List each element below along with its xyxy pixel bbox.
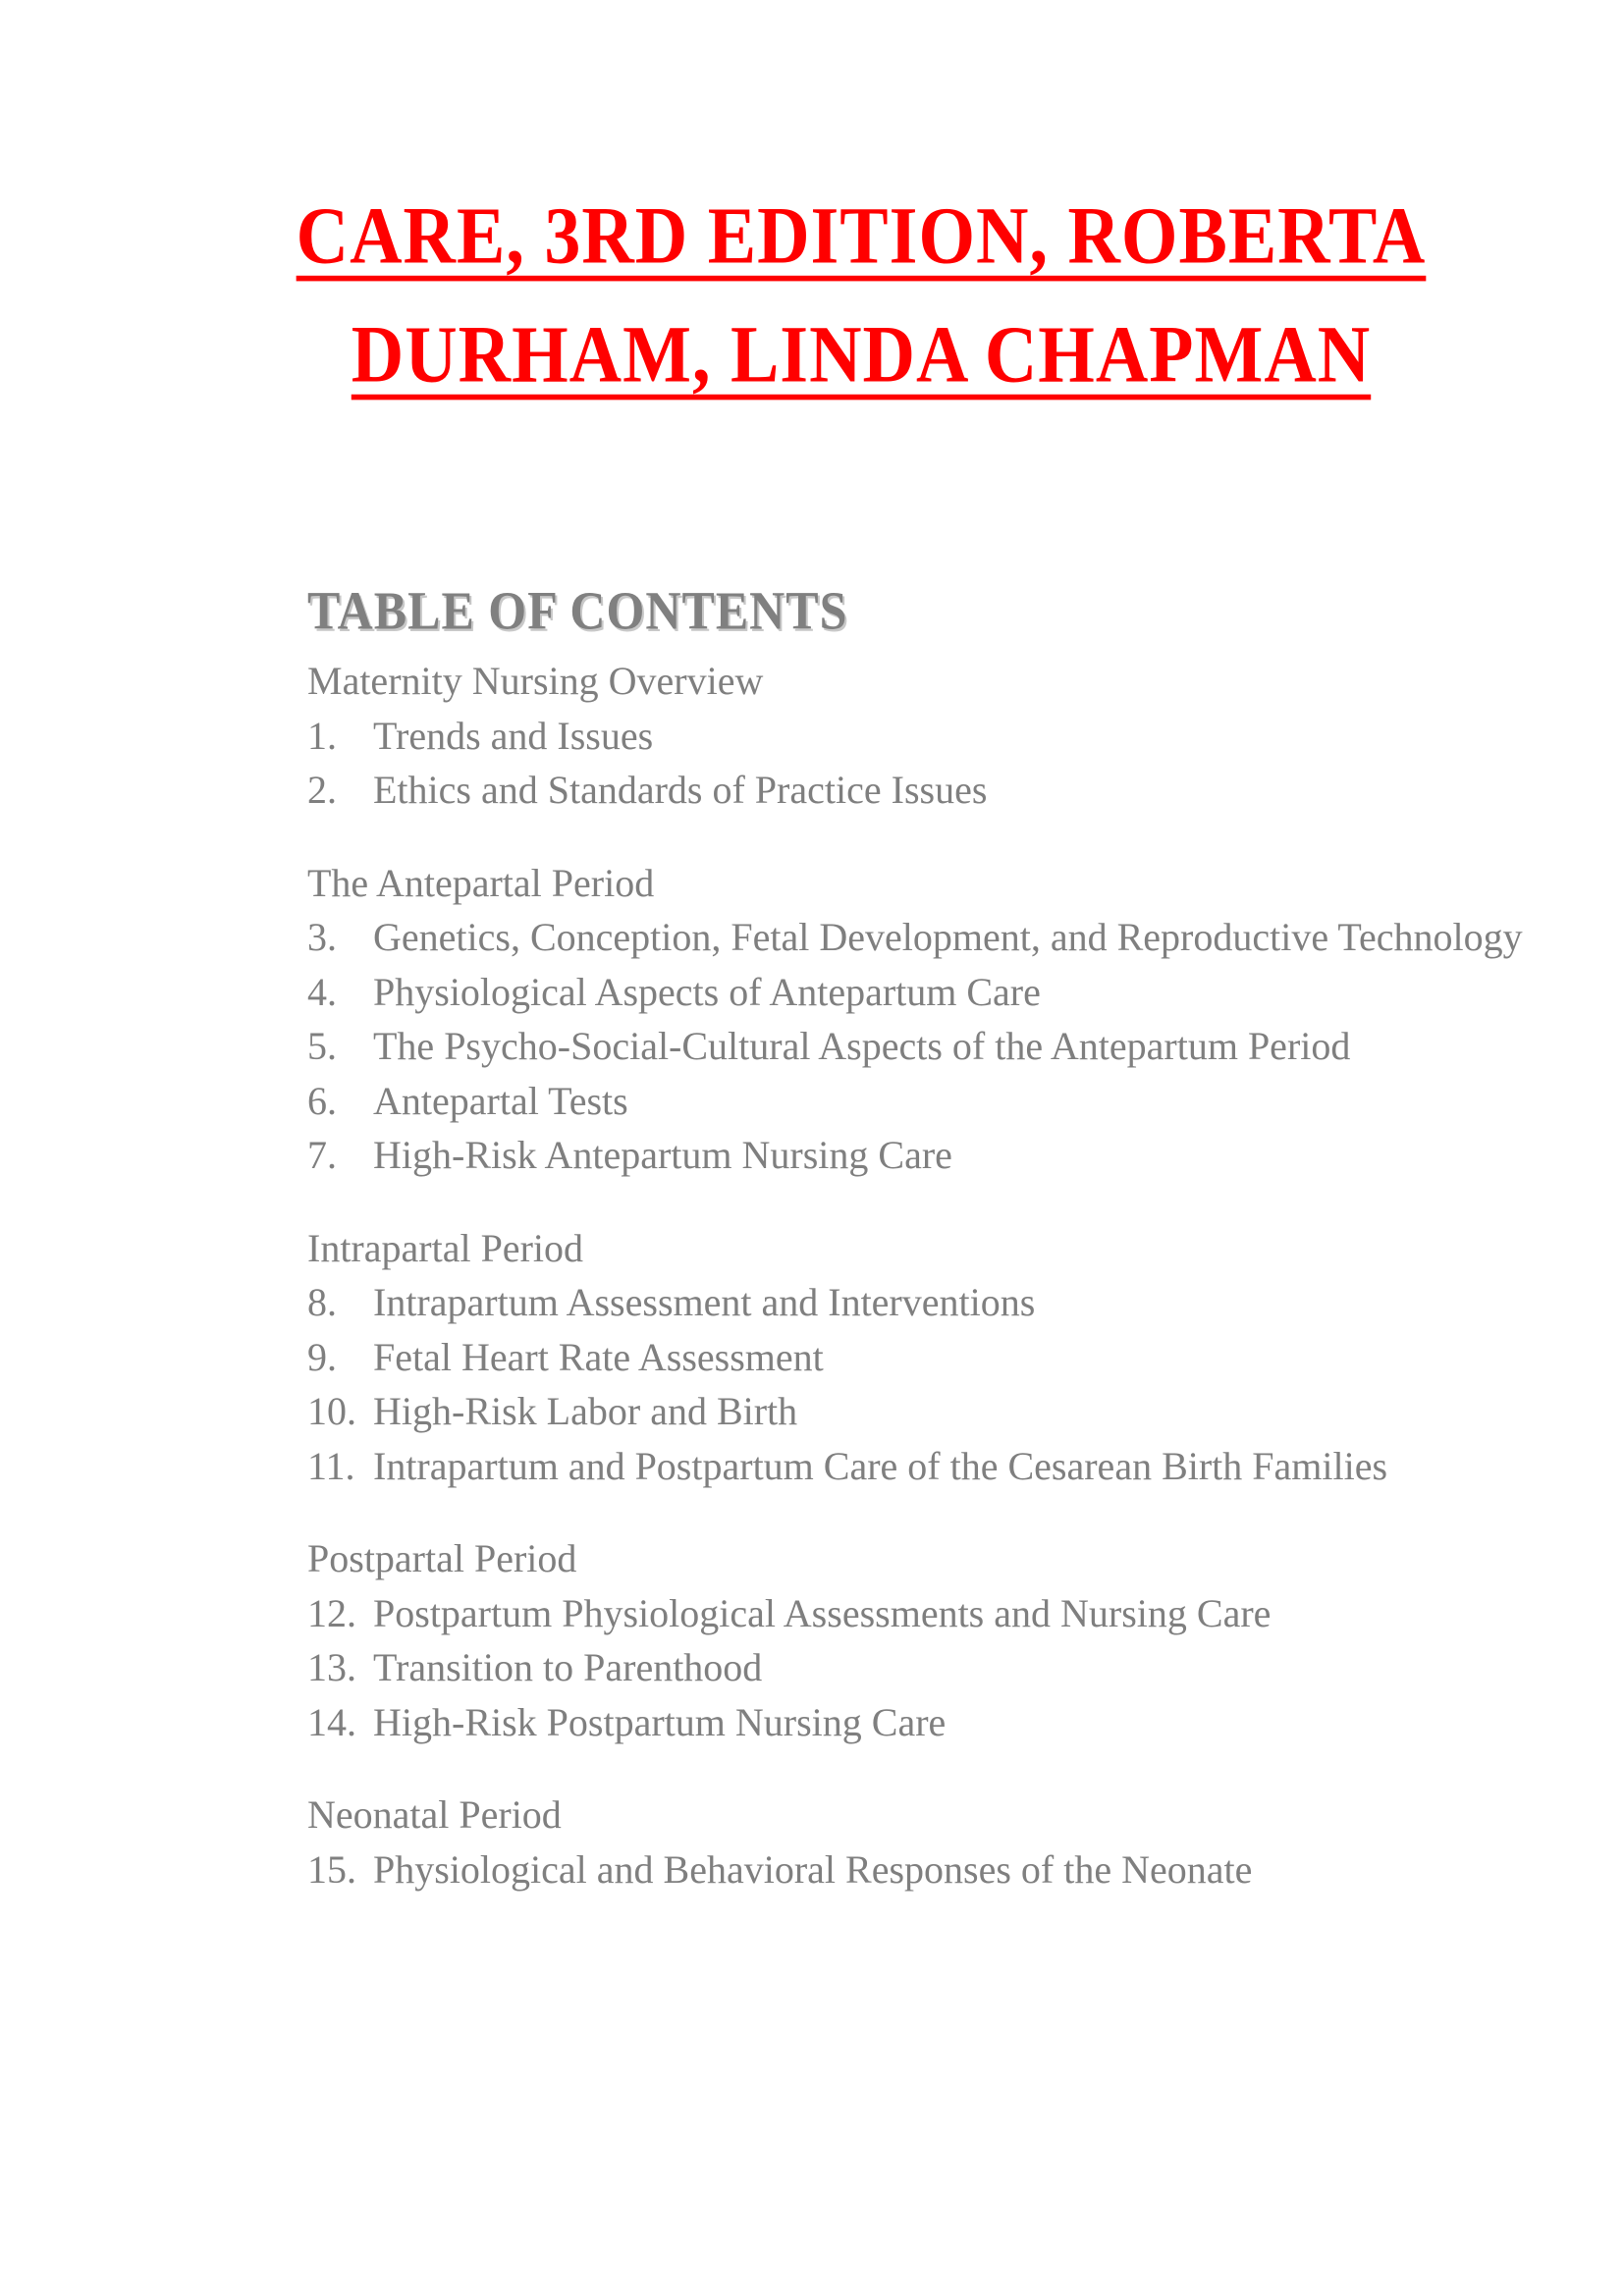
toc-entry-number: 6. xyxy=(307,1078,337,1123)
toc-entry xyxy=(307,1128,1525,1183)
toc-entry-title: Postpartum Physiological Assessments and Nursing Care xyxy=(373,1590,1272,1635)
toc-entry-number: 7. xyxy=(307,1133,337,1177)
toc-entry xyxy=(307,1074,1525,1129)
toc-entry xyxy=(307,1019,1525,1074)
toc-section-label: Maternity Nursing Overview xyxy=(307,659,764,703)
toc-entry xyxy=(307,1842,1525,1897)
toc-entry-title: Intrapartum Assessment and Interventions xyxy=(373,1280,1036,1324)
toc-entry-title: Physiological Aspects of Antepartum Care xyxy=(373,969,1041,1014)
toc-entry-title: Trends and Issues xyxy=(373,713,654,758)
toc-entry xyxy=(307,1275,1525,1330)
toc-heading: TABLE OF CONTENTS xyxy=(307,580,848,641)
toc-entry-title: Genetics, Conception, Fetal Development, and Reproductive Technology xyxy=(373,915,1523,959)
toc-entry-number: 10. xyxy=(307,1389,356,1433)
toc-entry-number: 11. xyxy=(307,1443,355,1488)
toc-entry xyxy=(307,965,1525,1020)
toc-section-label: Intrapartal Period xyxy=(307,1225,583,1270)
toc-entry-number: 15. xyxy=(307,1846,356,1892)
toc-entry-number: 3. xyxy=(307,915,337,959)
toc-section xyxy=(307,654,1525,818)
table-of-contents xyxy=(307,579,1525,1935)
toc-entry-title: High-Risk Antepartum Nursing Care xyxy=(373,1133,952,1177)
toc-entry xyxy=(307,709,1525,764)
toc-entry-number: 1. xyxy=(307,713,337,758)
toc-section-label: The Antepartal Period xyxy=(307,860,655,905)
toc-section-label: Postpartal Period xyxy=(307,1536,577,1580)
toc-section xyxy=(307,1788,1525,1896)
toc-entry-number: 14. xyxy=(307,1699,356,1744)
toc-entry-number: 2. xyxy=(307,768,337,812)
toc-section xyxy=(307,1531,1525,1749)
toc-entry-title: High-Risk Postpartum Nursing Care xyxy=(373,1699,947,1744)
toc-entry-number: 13. xyxy=(307,1645,356,1689)
toc-entry xyxy=(307,1586,1525,1641)
toc-entry-title: Physiological and Behavioral Responses of the Neonate xyxy=(373,1846,1253,1892)
toc-entry xyxy=(307,1330,1525,1385)
toc-section xyxy=(307,1221,1525,1494)
toc-entry-number: 8. xyxy=(307,1280,337,1324)
toc-entry-number: 9. xyxy=(307,1334,337,1379)
toc-entry xyxy=(307,1695,1525,1750)
toc-entry xyxy=(307,1640,1525,1695)
toc-entry xyxy=(307,1439,1525,1494)
toc-entry-title: The Psycho-Social-Cultural Aspects of the Antepartum Period xyxy=(373,1024,1351,1068)
toc-entry-title: High-Risk Labor and Birth xyxy=(373,1389,798,1433)
toc-entry xyxy=(307,910,1525,965)
toc-entry-title: Fetal Heart Rate Assessment xyxy=(373,1334,824,1379)
toc-entry-number: 5. xyxy=(307,1024,337,1068)
toc-entry-title: Transition to Parenthood xyxy=(373,1645,763,1689)
toc-entry xyxy=(307,763,1525,818)
toc-section xyxy=(307,856,1525,1183)
toc-entry-number: 4. xyxy=(307,969,337,1014)
toc-section-label: Neonatal Period xyxy=(307,1792,562,1837)
toc-entry xyxy=(307,1384,1525,1439)
toc-entry-title: Intrapartum and Postpartum Care of the Cesarean Birth Families xyxy=(373,1443,1388,1488)
document-title: CARE, 3RD EDITION, ROBERTA DURHAM, LINDA CHAPMAN xyxy=(296,190,1427,400)
toc-entry-title: Antepartal Tests xyxy=(373,1078,628,1123)
toc-entry-number: 12. xyxy=(307,1590,356,1635)
toc-entry-title: Ethics and Standards of Practice Issues xyxy=(373,768,988,812)
